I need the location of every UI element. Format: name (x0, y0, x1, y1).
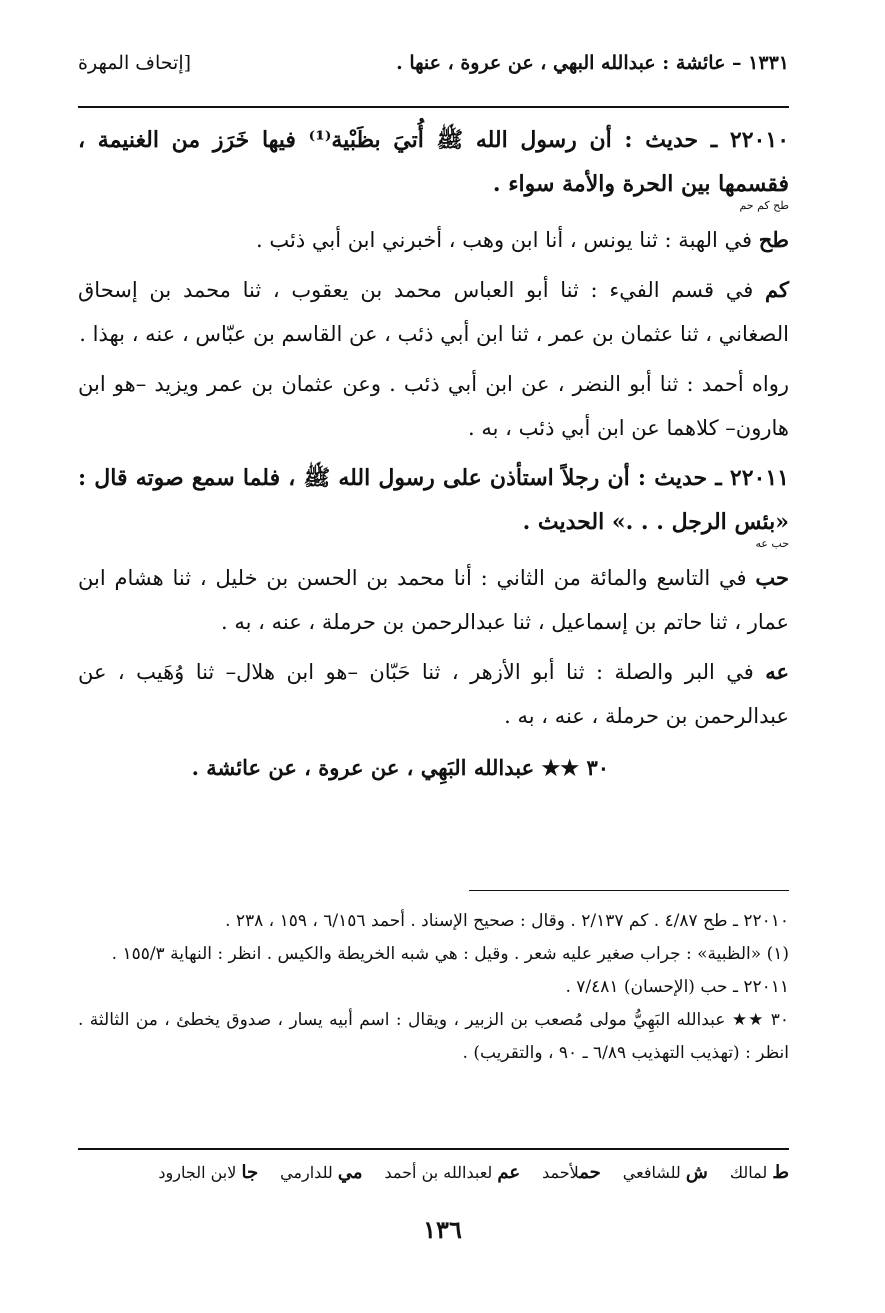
hadith-entry-22010 (78, 118, 789, 450)
footnote-rule (469, 890, 789, 891)
header-book-title: [إتحاف المهرة (78, 52, 192, 74)
legend-label: لأحمد (542, 1163, 580, 1182)
legend-code: مي (337, 1162, 363, 1183)
header-chapter-title: ١٣٣١ – عائشة : عبدالله البهي ، عن عروة ، عنها . (396, 52, 789, 74)
legend-item (542, 1156, 601, 1190)
hadith-heading: ٢٢٠١١ ـ حديث : أن رجلاً استأذن على رسول الله ﷺ ، فلما سمع صوته قال : «بئس الرجل . . .» الحديث . (78, 465, 789, 535)
legend-label: لمالك (729, 1163, 768, 1182)
hadith-sigla: حب عه (755, 537, 789, 550)
footnote: ٣٠ ★★ عبدالله البَهِيُّ مولى مُصعب بن الزبير ، ويقال : اسم أبيه يسار ، صدوق يخطئ ، من الثالثة . انظر : (تهذيب التهذيب ٦/٨٩ ـ ٩٠ ، والتقريب) . (78, 1010, 789, 1063)
legend-label: لعبدالله بن أحمد (384, 1163, 493, 1182)
hadith-sigla: طح كم حم (739, 199, 789, 212)
legend-code: ط (772, 1162, 789, 1183)
source-code: حب (755, 565, 789, 590)
legend-label: لابن الجارود (158, 1163, 237, 1182)
isnad-text: رواه أحمد : ثنا أبو النضر ، عن ابن أبي ذئب . وعن عثمان بن عمر ويزيد –هو ابن هارون– كلاهما عن ابن أبي ذئب ، به . (78, 372, 789, 440)
footnote: ٢٢٠١٠ ـ طح ٤/٨٧ . كم ٢/١٣٧ . وقال : صحيح الإسناد . أحمد ٦/١٥٦ ، ١٥٩ ، ٢٣٨ . (225, 911, 789, 931)
isnad-paragraph (78, 218, 789, 262)
legend-rule (78, 1148, 789, 1150)
abbreviation-legend (78, 1156, 789, 1190)
source-code: كم (765, 277, 789, 302)
legend-item (623, 1156, 708, 1190)
isnad-text: في الهبة : ثنا يونس ، أنا ابن وهب ، أخبرني ابن أبي ذئب . (256, 228, 759, 252)
source-code: عه (765, 659, 789, 684)
legend-label: للدارمي (280, 1163, 333, 1182)
footnote: ٢٢٠١١ ـ حب (الإحسان) ٧/٤٨١ . (565, 977, 789, 997)
main-text (78, 118, 789, 790)
footnote: (١) «الظبية» : جراب صغير عليه شعر . وقيل : هي شبه الخريطة والكيس . انظر : النهاية ١٥٥/٣ . (111, 944, 789, 964)
legend-label: للشافعي (622, 1163, 681, 1182)
header-rule (78, 106, 789, 108)
legend-code: ش (685, 1162, 708, 1183)
isnad-text: في البر والصلة : ثنا أبو الأزهر ، ثنا حَبّان –هو ابن هلال– ثنا وُهَيب ، عن عبدالرحمن بن حرملة ، عنه ، به . (78, 660, 789, 728)
legend-item (730, 1156, 789, 1190)
isnad-text: في التاسع والمائة من الثاني : أنا محمد بن الحسن بن خليل ، ثنا هشام ابن عمار ، ثنا حاتم بن إسماعيل ، ثنا عبدالرحمن بن حرملة ، عنه ، به . (78, 566, 789, 634)
isnad-paragraph (78, 650, 789, 738)
legend-code: عم (497, 1162, 521, 1183)
isnad-paragraph (78, 362, 789, 450)
legend-item (280, 1156, 362, 1190)
source-code: طح (758, 227, 789, 252)
legend-code: حم (579, 1162, 601, 1183)
running-header (78, 52, 789, 74)
narrator-section-heading: ٣٠ ★★ عبدالله البَهِي ، عن عروة ، عن عائشة . (191, 755, 609, 780)
page-number: ١٣٦ (423, 1215, 462, 1244)
legend-item (385, 1156, 521, 1190)
legend-item (158, 1156, 258, 1190)
hadith-heading: ٢٢٠١٠ ـ حديث : أن رسول الله ﷺ أُتيَ بظَبْية⁽¹⁾ فيها خَرَز من الغنيمة ، فقسمها بين الحرة والأمة سواء . (78, 127, 790, 197)
isnad-paragraph (78, 268, 789, 356)
hadith-entry-22011 (78, 456, 789, 738)
isnad-paragraph (78, 556, 789, 644)
legend-code: جا (241, 1162, 259, 1183)
isnad-text: في قسم الفيء : ثنا أبو العباس محمد بن يعقوب ، ثنا محمد بن إسحاق الصغاني ، ثنا عثمان بن عمر ، ثنا ابن أبي ذئب ، عن القاسم بن عبّاس ، عنه ، بهذا . (78, 278, 789, 346)
footnotes (78, 905, 789, 1070)
